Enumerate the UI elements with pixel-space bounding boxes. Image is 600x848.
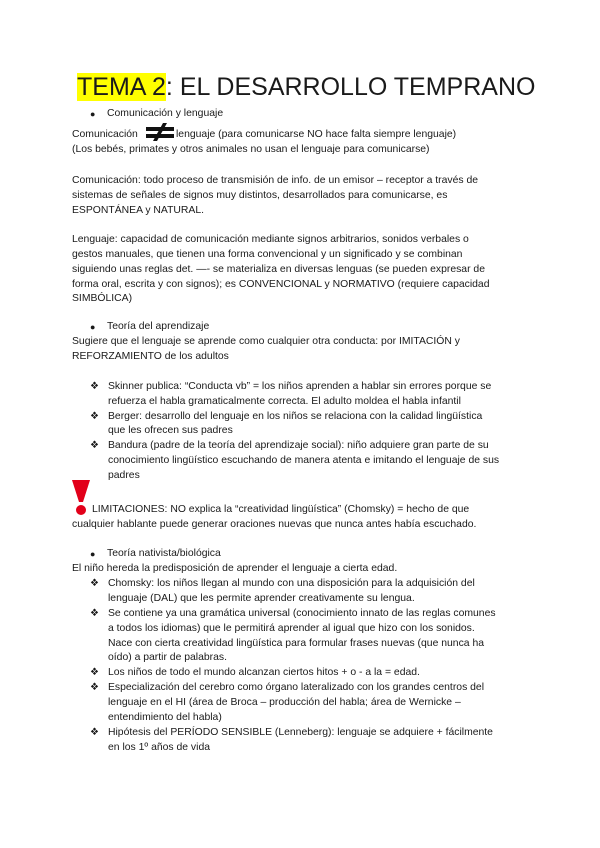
list-item-gramatica: a todos los idiomas) que le permitirá aprender al igual que hizo con los sonidos. (108, 623, 475, 634)
list-item-berger: Berger: desarrollo del lenguaje en los niños se relaciona con la calidad lingüística (108, 411, 483, 422)
list-item-bandura: Bandura (padre de la teoría del aprendizaje social): niño adquiere gran parte de su (108, 440, 489, 451)
list-item-especializacion: Especialización del cerebro como órgano lateralizado con los grandes centros del (108, 682, 485, 693)
not-equal-icon (146, 123, 174, 141)
list-item-gramatica: Se contiene ya una gramática universal (conocimiento innato de las reglas comunes (108, 608, 496, 619)
list-item-skinner: Skinner publica: “Conducta vb” = los niños aprenden a hablar sin errores porque se (108, 381, 492, 392)
section-heading-comunicacion: Comunicación y lenguaje (107, 108, 224, 119)
list-item-chomsky: Chomsky: los niños llegan al mundo con una disposición para la adquisición del (108, 578, 475, 589)
title-highlight: TEMA 2 (77, 73, 166, 101)
def-lenguaje-line: Lenguaje: capacidad de comunicación mediante signos arbitrarios, sonidos verbales o (72, 234, 469, 245)
bullet-dot-icon: ● (90, 322, 96, 332)
diamond-bullet-icon: ❖ (90, 667, 99, 678)
list-item-hitos: Los niños de todo el mundo alcanzan ciertos hitos + o - a la = edad. (108, 667, 420, 678)
def-lenguaje-line: gestos manuales, que tienen una forma convencional y un significado y se combinan (72, 249, 463, 260)
list-item-gramatica: oído) a partir de palabras. (108, 652, 227, 663)
diamond-bullet-icon: ❖ (90, 682, 99, 693)
nativista-intro: El niño hereda la predisposición de aprender el lenguaje a cierta edad. (72, 563, 398, 574)
lenguaje-comparison: lenguaje (para comunicarse NO hace falta siempre lenguaje) (176, 129, 457, 140)
list-item-especializacion: lenguaje en el HI (área de Broca – producción del habla; área de Wernicke – (108, 697, 461, 708)
limitaciones-line: LIMITACIONES: NO explica la “creatividad lingüística” (Chomsky) = hecho de que (92, 504, 470, 515)
list-item-bandura: padres (108, 470, 140, 481)
diamond-bullet-icon: ❖ (90, 608, 99, 619)
aprendizaje-intro-line: REFORZAMIENTO de los adultos (72, 351, 229, 362)
bullet-dot-icon: ● (90, 549, 96, 559)
list-item-gramatica: Nace con cierta creatividad lingüística para formular frases nuevas (que nunca ha (108, 638, 484, 649)
comunicacion-label: Comunicación (72, 129, 138, 140)
diamond-bullet-icon: ❖ (90, 411, 99, 422)
bullet-dot-icon: ● (90, 109, 96, 119)
list-item-bandura: conocimiento lingüístico escuchando de manera atenta e imitando el lenguaje de sus (108, 455, 500, 466)
comunicacion-note: (Los bebés, primates y otros animales no usan el lenguaje para comunicarse) (72, 144, 430, 155)
list-item-periodo-sensible: en los 1º años de vida (108, 742, 210, 753)
list-item-berger: que les ofrecen sus padres (108, 425, 233, 436)
list-item-skinner: refuerza el habla gramaticalmente correcta. El adulto moldea el habla infantil (108, 396, 461, 407)
diamond-bullet-icon: ❖ (90, 727, 99, 738)
list-item-periodo-sensible: Hipótesis del PERÍODO SENSIBLE (Lenneberg): lenguaje se adquiere + fácilmente (108, 727, 493, 738)
aprendizaje-intro-line: Sugiere que el lenguaje se aprende como cualquier otra conducta: por IMITACIÓN y (72, 336, 460, 347)
list-item-especializacion: entendimiento del habla) (108, 712, 222, 723)
def-comunicacion-line: sistemas de señales de signos muy distintos, desarrollados para comunicarse, es (72, 190, 448, 201)
diamond-bullet-icon: ❖ (90, 381, 99, 392)
limitaciones-line: cualquier hablante puede generar oraciones nuevas que nunca antes había escuchado. (72, 519, 477, 530)
section-heading-nativista: Teoría nativista/biológica (107, 548, 221, 559)
page-title (77, 72, 535, 102)
diamond-bullet-icon: ❖ (90, 440, 99, 451)
def-lenguaje-line: siguiendo unas reglas det. —- se materializa en diversas lenguas (se pueden expresar de (72, 264, 485, 275)
section-heading-aprendizaje: Teoría del aprendizaje (107, 321, 210, 332)
diamond-bullet-icon: ❖ (90, 578, 99, 589)
def-lenguaje-line: SIMBÓLICA) (72, 293, 133, 304)
warning-icon (72, 480, 90, 516)
list-item-chomsky: lenguaje (DAL) que les permite aprender creativamente su lengua. (108, 593, 415, 604)
title-rest: : EL DESARROLLO TEMPRANO (165, 73, 536, 101)
def-comunicacion-line: ESPONTÁNEA y NATURAL. (72, 205, 205, 216)
def-comunicacion-line: Comunicación: todo proceso de transmisión de info. de un emisor – receptor a través de (72, 175, 479, 186)
def-lenguaje-line: forma oral, escrita y con signos); es CONVENCIONAL y NORMATIVO (requiere capacidad (72, 279, 490, 290)
